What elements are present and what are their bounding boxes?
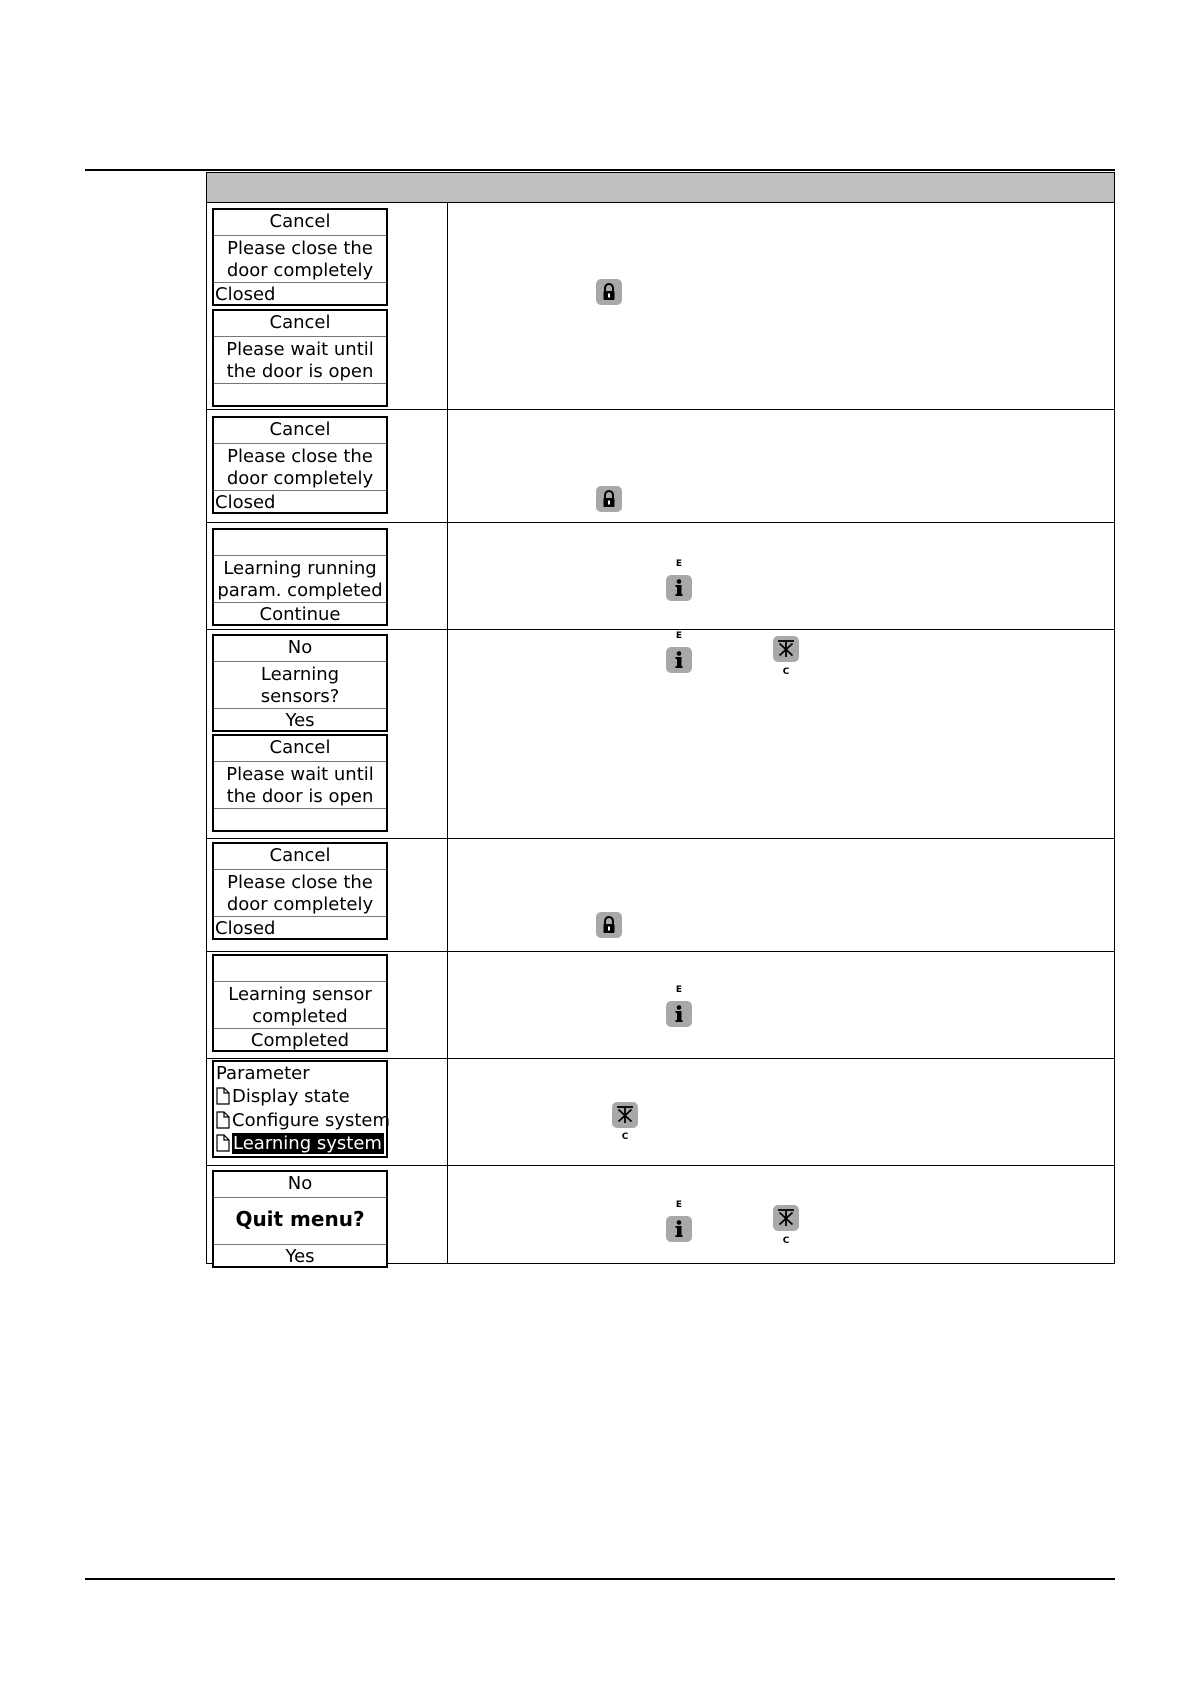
lcd-separator	[214, 336, 386, 337]
table-header	[207, 173, 1114, 203]
key-label: C	[782, 1236, 790, 1246]
lcd-screen	[212, 734, 388, 832]
lcd-bottom-option[interactable]: Completed	[250, 1030, 350, 1051]
info-key[interactable]	[666, 1001, 692, 1027]
lock-icon	[596, 912, 622, 938]
lcd-screen	[212, 634, 388, 732]
document-icon	[216, 1087, 230, 1105]
row-divider	[207, 838, 1114, 839]
lcd-top-option[interactable]: No	[287, 637, 313, 658]
asterisk-icon	[612, 1102, 638, 1128]
lcd-message-line: sensors?	[260, 686, 340, 707]
document-icon	[216, 1111, 230, 1129]
lcd-message-line: Please wait until	[226, 339, 374, 360]
lock-key[interactable]	[596, 279, 622, 305]
lcd-top-option[interactable]: Cancel	[269, 845, 331, 866]
lock-icon	[596, 486, 622, 512]
lock-icon	[596, 279, 622, 305]
lcd-message-line: door completely	[226, 468, 374, 489]
info-key[interactable]	[666, 647, 692, 673]
row-divider	[207, 522, 1114, 523]
lcd-screen	[212, 208, 388, 306]
lcd-message-line: param. completed	[217, 580, 383, 601]
lcd-bottom-option[interactable]: Yes	[285, 710, 315, 731]
lcd-separator	[214, 235, 386, 236]
menu-item-label: Display state	[232, 1086, 350, 1107]
asterisk-icon	[773, 1205, 799, 1231]
menu-item-label-selected: Learning system	[233, 1133, 382, 1154]
lcd-message-line: door completely	[226, 260, 374, 281]
menu-item-display-state[interactable]	[216, 1086, 350, 1107]
lcd-screen	[212, 842, 388, 940]
lcd-top-option[interactable]: Cancel	[269, 312, 331, 333]
lcd-message-line: the door is open	[226, 786, 374, 807]
lcd-separator	[214, 916, 386, 917]
top-rule	[85, 169, 1115, 171]
menu-item-learning-system[interactable]	[216, 1133, 384, 1154]
info-icon	[666, 1216, 692, 1242]
asterisk-key[interactable]	[612, 1102, 638, 1128]
lcd-separator	[214, 981, 386, 982]
key-label: C	[782, 667, 790, 677]
asterisk-icon	[773, 636, 799, 662]
row-divider	[207, 951, 1114, 952]
lcd-screen	[212, 309, 388, 407]
lcd-separator	[214, 443, 386, 444]
asterisk-key[interactable]	[773, 636, 799, 662]
info-icon	[666, 575, 692, 601]
lcd-screen	[212, 954, 388, 1052]
row-divider	[207, 409, 1114, 410]
lcd-menu-screen	[212, 1060, 391, 1158]
lcd-top-option[interactable]: Cancel	[269, 737, 331, 758]
lcd-top-option[interactable]: Cancel	[269, 211, 331, 232]
lcd-bottom-option[interactable]: Yes	[285, 1246, 315, 1267]
key-label: E	[675, 559, 683, 569]
lcd-bottom-option[interactable]: Continue	[259, 604, 341, 625]
lock-key[interactable]	[596, 486, 622, 512]
lcd-separator	[214, 282, 386, 283]
lcd-bottom-option[interactable]: Closed	[215, 492, 276, 513]
lcd-separator	[214, 708, 386, 709]
key-label: E	[675, 1200, 683, 1210]
info-key[interactable]	[666, 575, 692, 601]
lcd-message-line: Please close the	[227, 446, 373, 467]
lcd-bottom-option[interactable]: Closed	[215, 918, 276, 939]
lcd-message-line: Learning running	[223, 558, 377, 579]
lcd-message-line: Quit menu?	[235, 1207, 365, 1231]
lcd-separator	[214, 1244, 386, 1245]
lcd-separator	[214, 383, 386, 384]
lcd-separator	[214, 1028, 386, 1029]
info-key[interactable]	[666, 1216, 692, 1242]
lcd-message-line: Learning sensor	[228, 984, 372, 1005]
info-icon	[666, 1001, 692, 1027]
lcd-top-option[interactable]: Cancel	[269, 419, 331, 440]
menu-item-label: Configure system	[232, 1110, 391, 1131]
document-icon	[216, 1134, 230, 1152]
lcd-message-line: completed	[252, 1006, 348, 1027]
column-divider	[447, 203, 448, 1263]
lcd-bottom-option[interactable]: Closed	[215, 284, 276, 305]
bottom-rule	[85, 1578, 1115, 1580]
lcd-message-line: Please close the	[227, 238, 373, 259]
lcd-top-option[interactable]: No	[287, 1173, 313, 1194]
lcd-separator	[214, 761, 386, 762]
lcd-separator	[214, 869, 386, 870]
lcd-screen	[212, 416, 388, 514]
lcd-message-line: Please wait until	[226, 764, 374, 785]
lcd-separator	[214, 661, 386, 662]
info-icon	[666, 647, 692, 673]
key-label: E	[675, 985, 683, 995]
lcd-message-line: the door is open	[226, 361, 374, 382]
lcd-message-line: Learning	[260, 664, 340, 685]
menu-item-configure-system[interactable]	[216, 1110, 390, 1131]
asterisk-key[interactable]	[773, 1205, 799, 1231]
lcd-separator	[214, 555, 386, 556]
menu-title: Parameter	[216, 1063, 310, 1084]
lcd-message-line: Please close the	[227, 872, 373, 893]
lcd-separator	[214, 1197, 386, 1198]
lcd-screen	[212, 528, 388, 626]
lcd-screen	[212, 1170, 388, 1268]
lcd-message-line: door completely	[226, 894, 374, 915]
lcd-separator	[214, 490, 386, 491]
lcd-separator	[214, 602, 386, 603]
row-divider	[207, 1058, 1114, 1059]
lcd-separator	[214, 808, 386, 809]
row-divider	[207, 1165, 1114, 1166]
key-label: E	[675, 631, 683, 641]
key-label: C	[621, 1132, 629, 1142]
lock-key[interactable]	[596, 912, 622, 938]
row-divider	[207, 629, 1114, 630]
